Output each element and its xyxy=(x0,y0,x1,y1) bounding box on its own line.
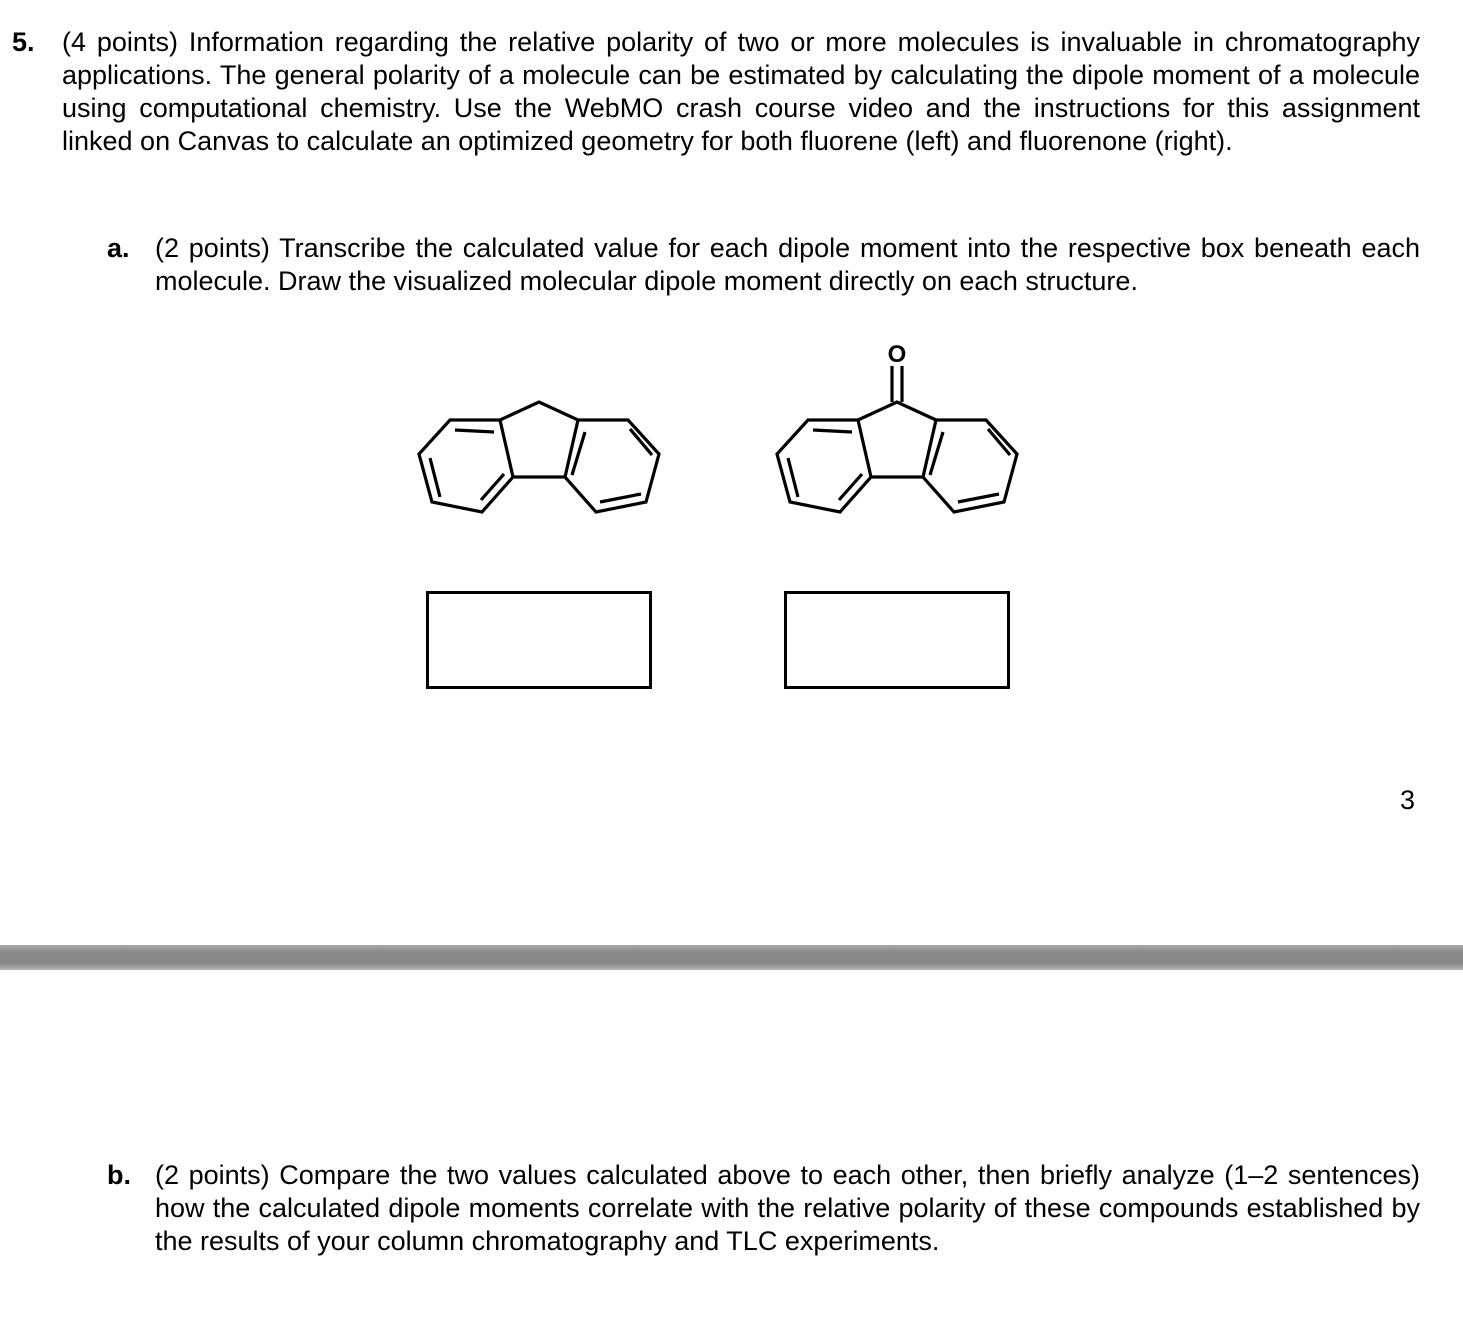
page-break-divider xyxy=(0,945,1463,970)
page-number: 3 xyxy=(1400,785,1416,815)
oxygen-label: O xyxy=(887,341,907,368)
fluorene-structure xyxy=(400,385,680,525)
part-b-text: (2 points) Compare the two values calculated above to each other, then briefly analyze (1–2 sentences) how the calculated dipole moments correlate with the relative polarity of these compounds established by the results of your column chromatography and TLC experiments. xyxy=(155,1160,1420,1256)
fluorenone-dipole-answer-box[interactable] xyxy=(784,591,1010,689)
fluorenone-structure xyxy=(755,335,1035,525)
question-number: 5. xyxy=(12,27,35,57)
part-b-label: b. xyxy=(107,1160,131,1190)
part-a-label: a. xyxy=(107,233,130,263)
part-a-text: (2 points) Transcribe the calculated value for each dipole moment into the respective box beneath each molecule. Draw the visualized molecular dipole moment directly on each structure. xyxy=(155,233,1420,296)
question-text: (4 points) Information regarding the relative polarity of two or more molecules is invaluable in chromatography applications. The general polarity of a molecule can be estimated by calculating the dipole moment of a molecule using computational chemistry. Use the WebMO crash course video and the instructions for this assignment linked on Canvas to calculate an optimized geometry for both fluorene (left) and fluorenone (right). xyxy=(62,27,1420,156)
fluorene-dipole-answer-box[interactable] xyxy=(426,591,652,689)
